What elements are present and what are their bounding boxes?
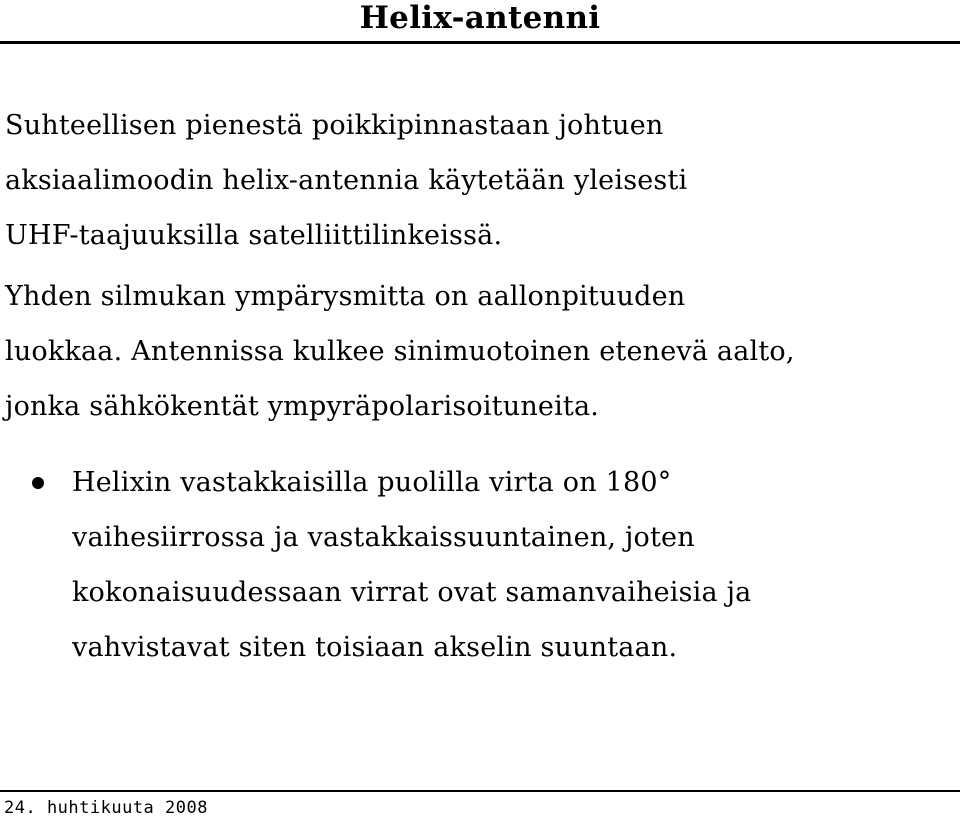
footer-date: 24. huhtikuuta 2008 [4, 798, 208, 818]
intro-paragraph [5, 98, 955, 263]
paragraph-line: luokkaa. Antennissa kulkee sinimuotoinen etenevä aalto, [5, 336, 795, 367]
bullet-list [0, 455, 960, 675]
paragraph-line: jonka sähkökentät ympyräpolarisoituneita. [5, 391, 600, 422]
paragraph-line: Yhden silmukan ympärysmitta on aallonpituuden [5, 281, 686, 312]
paragraph-line: UHF-taajuuksilla satelliittilinkeissä. [5, 220, 503, 251]
loop-paragraph [5, 269, 955, 434]
bullet-item [0, 455, 960, 675]
title-divider [0, 41, 960, 44]
bullet-dot-icon [32, 477, 44, 489]
paragraph-line: Suhteellisen pienestä poikkipinnastaan johtuen [5, 110, 664, 141]
slide-title: Helix-antenni [359, 0, 601, 36]
footer-divider [0, 790, 960, 792]
bullet-line: vaihesiirrossa ja vastakkaissuuntainen, joten [72, 522, 695, 553]
bullet-line: vahvistavat siten toisiaan akselin suuntaan. [72, 632, 678, 663]
bullet-line: Helixin vastakkaisilla puolilla virta on 180° [72, 467, 672, 498]
paragraph-line: aksiaalimoodin helix-antennia käytetään yleisesti [5, 165, 688, 196]
bullet-line: kokonaisuudessaan virrat ovat samanvaiheisia ja [72, 577, 752, 608]
